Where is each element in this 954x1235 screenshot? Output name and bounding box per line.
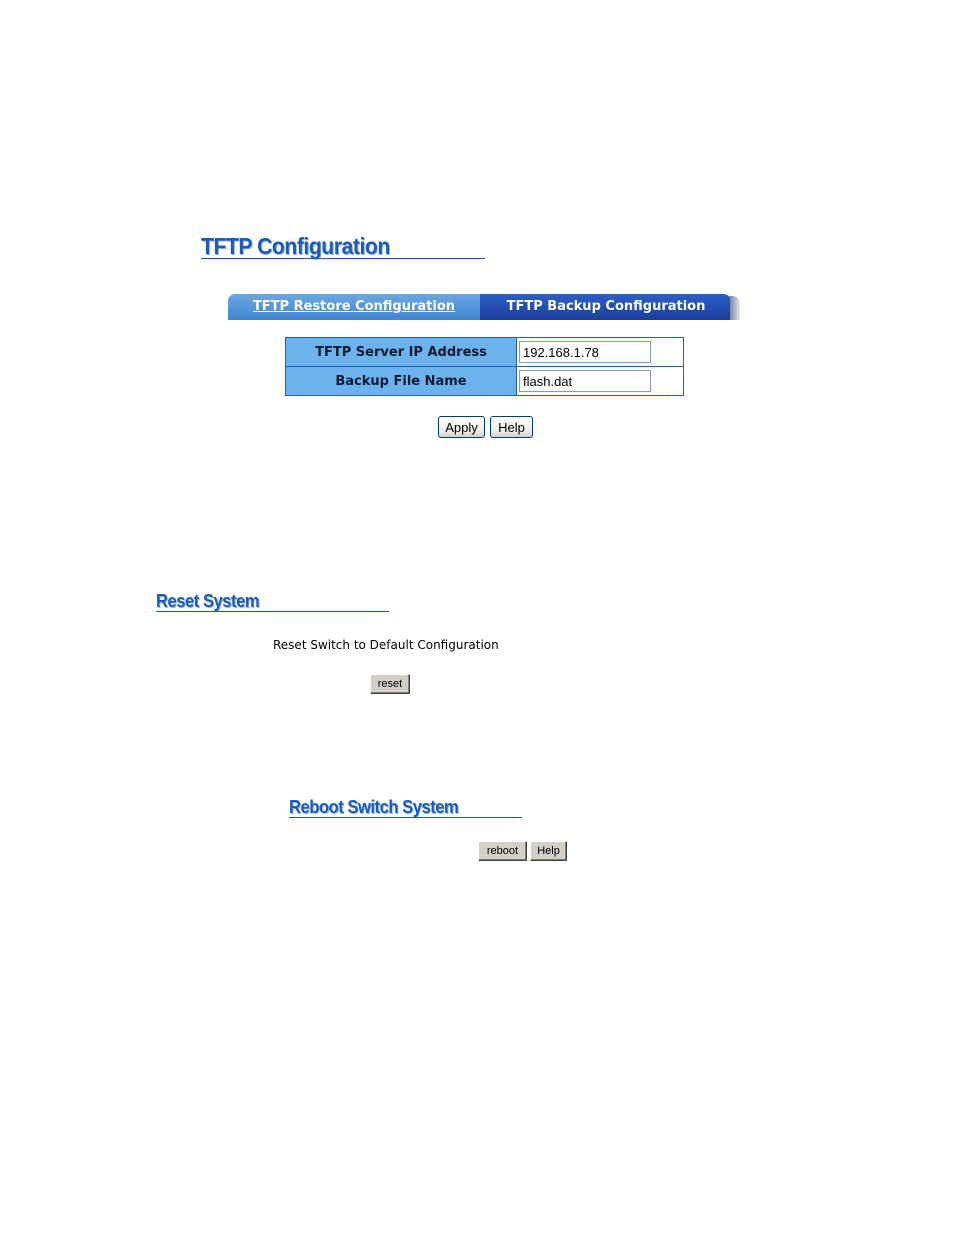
tab-tftp-backup[interactable]	[480, 294, 732, 320]
tftp-backup-form	[285, 337, 684, 396]
form-row-backup-file	[286, 367, 684, 396]
tab-tftp-backup-label: TFTP Backup Configuration	[506, 299, 706, 314]
backup-file-cell	[517, 367, 684, 396]
tab-tftp-restore-label: TFTP Restore Configuration	[252, 299, 456, 314]
server-ip-label: TFTP Server IP Address	[286, 338, 517, 367]
tab-tftp-restore[interactable]	[228, 294, 480, 320]
reset-title-underline	[156, 611, 389, 612]
apply-button[interactable]: Apply	[438, 416, 485, 438]
tftp-title-underline	[201, 258, 485, 259]
backup-file-label: Backup File Name	[286, 367, 517, 396]
reboot-title-underline	[289, 817, 522, 818]
tab-bar-shadow	[730, 296, 740, 320]
reset-description: Reset Switch to Default Configuration	[273, 638, 499, 652]
reboot-button[interactable]: reboot	[478, 841, 527, 861]
reset-section-title: Reset System	[156, 591, 260, 611]
reset-button[interactable]: reset	[370, 674, 410, 694]
reboot-help-button[interactable]: Help	[530, 841, 567, 861]
form-row-server-ip	[286, 338, 684, 367]
tftp-help-button[interactable]: Help	[490, 416, 533, 438]
server-ip-input[interactable]	[519, 341, 651, 363]
reboot-section-title: Reboot Switch System	[289, 797, 459, 817]
tftp-tab-bar	[228, 294, 740, 320]
server-ip-cell	[517, 338, 684, 367]
backup-file-input[interactable]	[519, 370, 651, 392]
tftp-section-title: TFTP Configuration	[201, 233, 390, 259]
